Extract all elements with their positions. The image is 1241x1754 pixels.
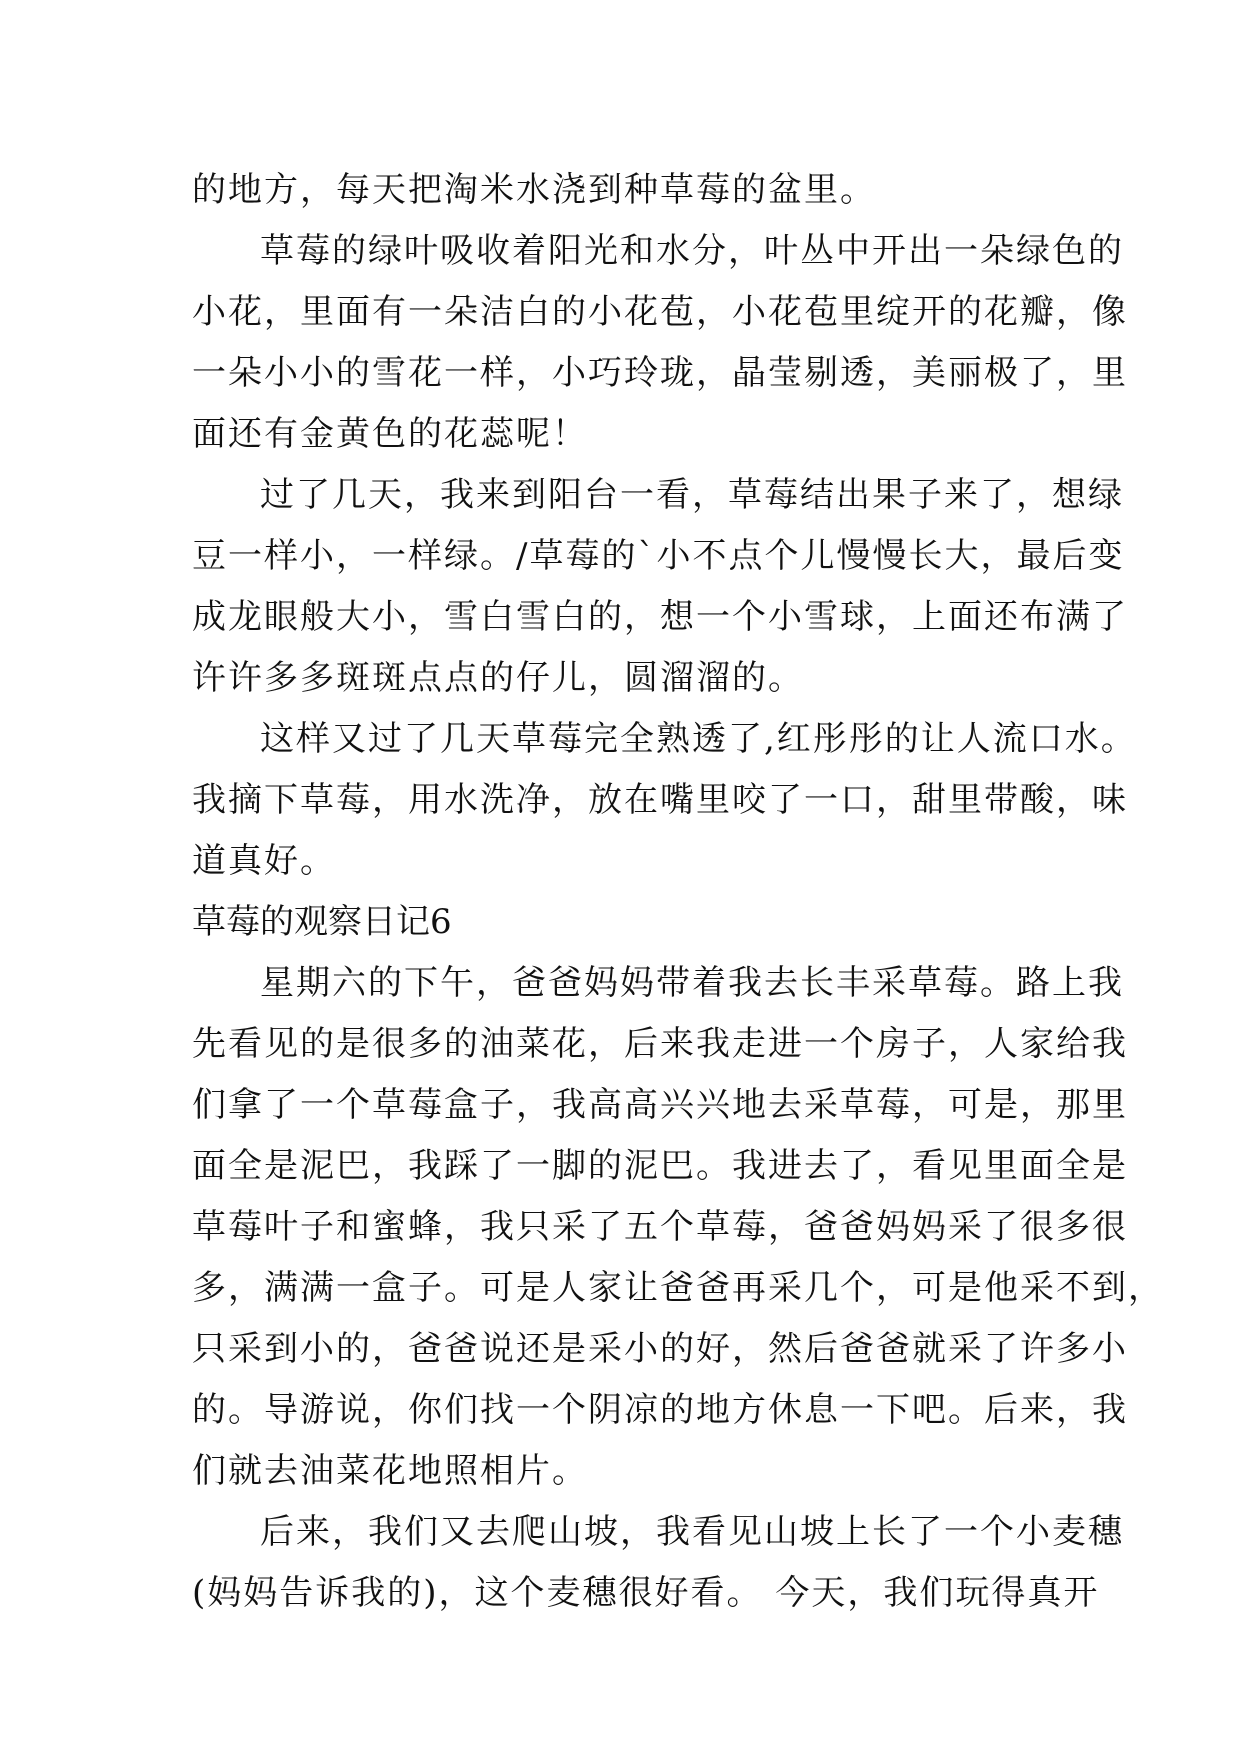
text-line: 道真好。 [192, 841, 336, 881]
paragraph-start-line: 这样又过了几天草莓完全熟透了,红彤彤的让人流口水。 [260, 719, 1137, 759]
text-line: 小花，里面有一朵洁白的小花苞，小花苞里绽开的花瓣，像 [192, 292, 1128, 332]
text-line: 面还有金黄色的花蕊呢！ [192, 414, 588, 454]
text-line: 草莓叶子和蜜蜂，我只采了五个草莓，爸爸妈妈采了很多很 [192, 1207, 1128, 1247]
paragraph-start-line: 星期六的下午，爸爸妈妈带着我去长丰采草莓。路上我 [260, 963, 1124, 1003]
text-line: 我摘下草莓，用水洗净，放在嘴里咬了一口，甜里带酸，味 [192, 780, 1128, 820]
paragraph-start-line: 过了几天，我来到阳台一看，草莓结出果子来了，想绿 [260, 475, 1124, 515]
text-line: (妈妈告诉我的)，这个麦穗很好看。 今天，我们玩得真开 [192, 1573, 1100, 1613]
section-heading: 草莓的观察日记6 [192, 902, 452, 942]
text-line: 面全是泥巴，我踩了一脚的泥巴。我进去了，看见里面全是 [192, 1146, 1128, 1186]
text-line: 许许多多斑斑点点的仔儿，圆溜溜的。 [192, 658, 804, 698]
text-line: 豆一样小，一样绿。/草莓的`小不点个儿慢慢长大，最后变 [192, 536, 1125, 576]
paragraph-start-line: 后来，我们又去爬山坡，我看见山坡上长了一个小麦穗 [260, 1512, 1124, 1552]
text-line: 一朵小小的雪花一样，小巧玲珑，晶莹剔透，美丽极了，里 [192, 353, 1128, 393]
text-line: 的地方，每天把淘米水浇到种草莓的盆里。 [192, 170, 876, 210]
text-line: 们就去油菜花地照相片。 [192, 1451, 588, 1491]
text-line: 的。导游说，你们找一个阴凉的地方休息一下吧。后来，我 [192, 1390, 1128, 1430]
text-line: 只采到小的，爸爸说还是采小的好，然后爸爸就采了许多小 [192, 1329, 1128, 1369]
text-line: 多，满满一盒子。可是人家让爸爸再采几个，可是他采不到， [192, 1268, 1164, 1308]
paragraph-start-line: 草莓的绿叶吸收着阳光和水分，叶丛中开出一朵绿色的 [260, 231, 1124, 271]
text-line: 先看见的是很多的油菜花，后来我走进一个房子，人家给我 [192, 1024, 1128, 1064]
text-line: 成龙眼般大小，雪白雪白的，想一个小雪球，上面还布满了 [192, 597, 1128, 637]
text-line: 们拿了一个草莓盒子，我高高兴兴地去采草莓，可是，那里 [192, 1085, 1128, 1125]
document-body [192, 160, 1164, 1624]
